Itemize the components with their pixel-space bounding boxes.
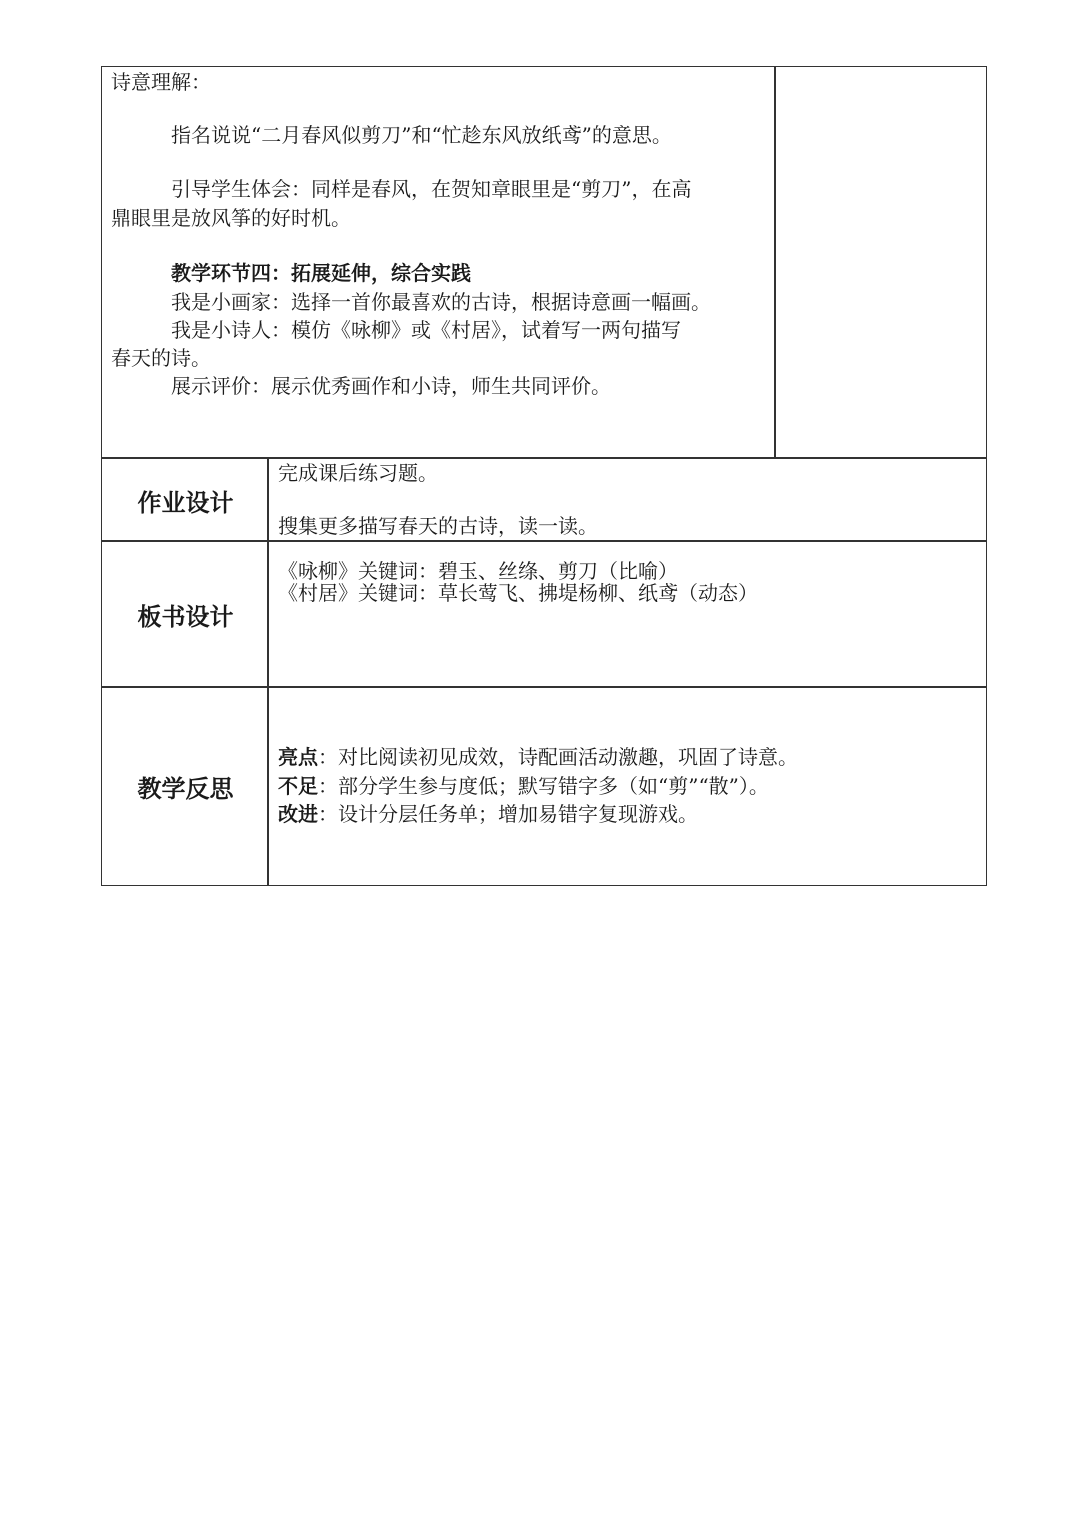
table-divider (267, 457, 269, 886)
highlight-label: 亮点 (278, 745, 318, 769)
board-line: 《咏柳》关键词：碧玉、丝绦、剪刀（比喻） (278, 559, 678, 583)
improve-label: 改进 (278, 802, 318, 826)
shortfall-label: 不足 (278, 774, 318, 798)
homework-line: 搜集更多描写春天的古诗，读一读。 (278, 514, 598, 538)
board-line: 《村居》关键词：草长莺飞、拂堤杨柳、纸鸢（动态） (278, 581, 758, 605)
table-divider (101, 686, 987, 688)
reflection-shortfall (278, 771, 769, 801)
improve-text: ：设计分层任务单；增加易错字复现游戏。 (318, 802, 698, 826)
homework-label: 作业设计 (137, 489, 234, 517)
step4-line: 展示评价：展示优秀画作和小诗，师生共同评价。 (171, 374, 611, 398)
board-label: 板书设计 (137, 603, 234, 631)
step4-line: 我是小画家：选择一首你最喜欢的古诗，根据诗意画一幅画。 (171, 290, 711, 314)
homework-line: 完成课后练习题。 (278, 461, 438, 485)
shortfall-text: ：部分学生参与度低；默写错字多（如“剪”“散”）。 (318, 774, 769, 798)
step4-heading: 教学环节四：拓展延伸，综合实践 (171, 261, 471, 285)
meaning-line: 指名说说“二月春风似剪刀”和“忙趁东风放纸鸢”的意思。 (171, 123, 672, 147)
meaning-line: 引导学生体会：同样是春风，在贺知章眼里是“剪刀”，在高 (171, 177, 692, 201)
reflection-highlight (278, 742, 798, 772)
meaning-line: 鼎眼里是放风筝的好时机。 (111, 206, 351, 230)
table-divider (101, 457, 987, 459)
highlight-text: ：对比阅读初见成效，诗配画活动激趣，巩固了诗意。 (318, 745, 798, 769)
step4-line: 春天的诗。 (111, 346, 211, 370)
reflection-improve (278, 799, 698, 829)
table-divider (774, 66, 776, 458)
poem-meaning-heading: 诗意理解： (111, 70, 211, 94)
reflection-label: 教学反思 (137, 775, 234, 803)
step4-line: 我是小诗人：模仿《咏柳》或《村居》，试着写一两句描写 (171, 318, 681, 342)
